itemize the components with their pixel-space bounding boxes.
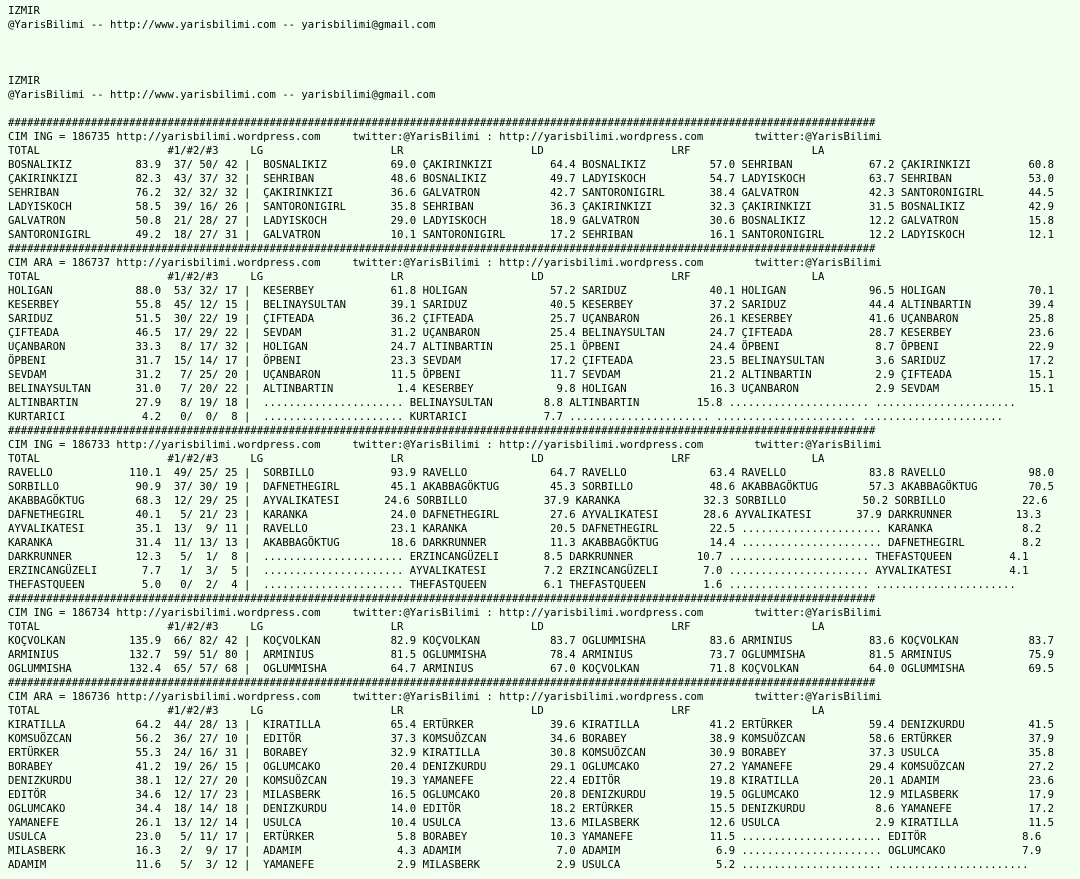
- header-contact: @YarisBilimi -- http://www.yarisbilimi.com -- yarisbilimi@gmail.com: [8, 19, 436, 31]
- table-row: KARANKA 31.4 11/ 13/ 13 | AKABBAGÖKTUG 18.6 DARKRUNNER 11.3 AKABBAGÖKTUG 14.4 ...................... DAFNETHEGIRL 8.2: [8, 537, 1042, 549]
- hash-separator: ########################################################################################################################################: [8, 593, 876, 605]
- table-row: ERTÜRKER 55.3 24/ 16/ 31 | BORABEY 32.9 KIRATILLA 30.8 KOMSUÖZCAN 30.9 BORABEY 37.3 USULCA 35.8: [8, 747, 1054, 759]
- race-title: CIM ARA = 186736 http://yarisbilimi.wordpress.com twitter:@YarisBilimi : http://yarisbilimi.wordpress.com twitter:@YarisBilimi: [8, 691, 882, 703]
- hash-separator: ########################################################################################################################################: [8, 425, 876, 437]
- column-header: TOTAL #1/#2/#3 LG LR LD LRF LA: [8, 621, 825, 633]
- column-header: TOTAL #1/#2/#3 LG LR LD LRF LA: [8, 453, 825, 465]
- spacer: [8, 102, 1078, 116]
- table-row: YAMANEFE 26.1 13/ 12/ 14 | USULCA 10.4 USULCA 13.6 MILASBERK 12.6 USULCA 2.9 KIRATILLA 11.5: [8, 817, 1054, 829]
- table-row: KESERBEY 55.8 45/ 12/ 15 | BELINAYSULTAN 39.1 SARIDUZ 40.5 KESERBEY 37.2 SARIDUZ 44.4 ALTINBARTIN 39.4: [8, 299, 1054, 311]
- table-row: ÇAKIRINKIZI 82.3 43/ 37/ 32 | SEHRIBAN 48.6 BOSNALIKIZ 49.7 LADYISKOCH 54.7 LADYISKOCH 63.7 SEHRIBAN 53.0: [8, 173, 1054, 185]
- hash-separator: ########################################################################################################################################: [8, 243, 876, 255]
- table-row: SEHRIBAN 76.2 32/ 32/ 32 | ÇAKIRINKIZI 36.6 GALVATRON 42.7 SANTORONIGIRL 38.4 GALVATRON 42.3 SANTORONIGIRL 44.5: [8, 187, 1054, 199]
- race-blocks: [8, 116, 1078, 872]
- header-city: IZMIR: [8, 75, 40, 87]
- table-row: MILASBERK 16.3 2/ 9/ 17 | ADAMIM 4.3 ADAMIM 7.0 ADAMIM 6.9 ...................... OGLUMCAKO 7.9: [8, 845, 1042, 857]
- header-contact: @YarisBilimi -- http://www.yarisbilimi.com -- yarisbilimi@gmail.com: [8, 89, 436, 101]
- spacer: [8, 60, 1078, 74]
- table-row: KOMSUÖZCAN 56.2 36/ 27/ 10 | EDITÖR 37.3 KOMSUÖZCAN 34.6 BORABEY 38.9 KOMSUÖZCAN 58.6 ERTÜRKER 37.9: [8, 733, 1054, 745]
- table-row: BELINAYSULTAN 31.0 7/ 20/ 22 | ALTINBARTIN 1.4 KESERBEY 9.8 HOLIGAN 16.3 UÇANBARON 2.9 SEVDAM 15.1: [8, 383, 1054, 395]
- table-row: BOSNALIKIZ 83.9 37/ 50/ 42 | BOSNALIKIZ 69.0 ÇAKIRINKIZI 64.4 BOSNALIKIZ 57.0 SEHRIBAN 67.2 ÇAKIRINKIZI 60.8: [8, 159, 1054, 171]
- race-block: [8, 116, 1078, 242]
- hash-separator: ########################################################################################################################################: [8, 117, 876, 129]
- table-row: UÇANBARON 33.3 8/ 17/ 32 | HOLIGAN 24.7 ALTINBARTIN 25.1 ÖPBENI 24.4 ÖPBENI 8.7 ÖPBENI 22.9: [8, 341, 1054, 353]
- table-row: AYVALIKATESI 35.1 13/ 9/ 11 | RAVELLO 23.1 KARANKA 20.5 DAFNETHEGIRL 22.5 ...................... KARANKA 8.2: [8, 523, 1042, 535]
- spacer: [8, 46, 1078, 60]
- column-header: TOTAL #1/#2/#3 LG LR LD LRF LA: [8, 271, 825, 283]
- header-city: IZMIR: [8, 5, 40, 17]
- table-row: KIRATILLA 64.2 44/ 28/ 13 | KIRATILLA 65.4 ERTÜRKER 39.6 KIRATILLA 41.2 ERTÜRKER 59.4 DENIZKURDU 41.5: [8, 719, 1054, 731]
- table-row: BORABEY 41.2 19/ 26/ 15 | OGLUMCAKO 20.4 DENIZKURDU 29.1 OGLUMCAKO 27.2 YAMANEFE 29.4 KOMSUÖZCAN 27.2: [8, 761, 1054, 773]
- table-row: ALTINBARTIN 27.9 8/ 19/ 18 | ...................... BELINAYSULTAN 8.8 ALTINBARTIN 15.8 ...................... ......................: [8, 397, 1016, 409]
- table-row: SANTORONIGIRL 49.2 18/ 27/ 31 | GALVATRON 10.1 SANTORONIGIRL 17.2 SEHRIBAN 16.1 SANTORONIGIRL 12.2 LADYISKOCH 12.1: [8, 229, 1054, 241]
- document-body: [8, 4, 1078, 872]
- table-row: SORBILLO 90.9 37/ 30/ 19 | DAFNETHEGIRL 45.1 AKABBAGÖKTUG 45.3 SORBILLO 48.6 AKABBAGÖKTUG 57.3 AKABBAGÖKTUG 70.5: [8, 481, 1054, 493]
- column-header: TOTAL #1/#2/#3 LG LR LD LRF LA: [8, 145, 825, 157]
- table-row: ARMINIUS 132.7 59/ 51/ 80 | ARMINIUS 81.5 OGLUMMISHA 78.4 ARMINIUS 73.7 OGLUMMISHA 81.5 ARMINIUS 75.9: [8, 649, 1054, 661]
- table-row: OGLUMMISHA 132.4 65/ 57/ 68 | OGLUMMISHA 64.7 ARMINIUS 67.0 KOÇVOLKAN 71.8 KOÇVOLKAN 64.0 OGLUMMISHA 69.5: [8, 663, 1054, 675]
- hash-separator: ########################################################################################################################################: [8, 677, 876, 689]
- table-row: SARIDUZ 51.5 30/ 22/ 19 | ÇIFTEADA 36.2 ÇIFTEADA 25.7 UÇANBARON 26.1 KESERBEY 41.6 UÇANBARON 25.8: [8, 313, 1054, 325]
- column-header: TOTAL #1/#2/#3 LG LR LD LRF LA: [8, 705, 825, 717]
- table-row: DAFNETHEGIRL 40.1 5/ 21/ 23 | KARANKA 24.0 DAFNETHEGIRL 27.6 AYVALIKATESI 28.6 AYVALIKATESI 37.9 DARKRUNNER 13.3: [8, 509, 1042, 521]
- table-row: EDITÖR 34.6 12/ 17/ 23 | MILASBERK 16.5 OGLUMCAKO 20.8 DENIZKURDU 19.5 OGLUMCAKO 12.9 MILASBERK 17.9: [8, 789, 1054, 801]
- race-title: CIM ARA = 186737 http://yarisbilimi.wordpress.com twitter:@YarisBilimi : http://yarisbilimi.wordpress.com twitter:@YarisBilimi: [8, 257, 882, 269]
- race-title: CIM ING = 186734 http://yarisbilimi.wordpress.com twitter:@YarisBilimi : http://yarisbilimi.wordpress.com twitter:@YarisBilimi: [8, 607, 882, 619]
- race-block: [8, 676, 1078, 872]
- table-row: SEVDAM 31.2 7/ 25/ 20 | UÇANBARON 11.5 ÖPBENI 11.7 SEVDAM 21.2 ALTINBARTIN 2.9 ÇIFTEADA 15.1: [8, 369, 1054, 381]
- table-row: AKABBAGÖKTUG 68.3 12/ 29/ 25 | AYVALIKATESI 24.6 SORBILLO 37.9 KARANKA 32.3 SORBILLO 50.2 SORBILLO 22.6: [8, 495, 1048, 507]
- table-row: GALVATRON 50.8 21/ 28/ 27 | LADYISKOCH 29.0 LADYISKOCH 18.9 GALVATRON 30.6 BOSNALIKIZ 12.2 GALVATRON 15.8: [8, 215, 1054, 227]
- table-row: OGLUMCAKO 34.4 18/ 14/ 18 | DENIZKURDU 14.0 EDITÖR 18.2 ERTÜRKER 15.5 DENIZKURDU 8.6 YAMANEFE 17.2: [8, 803, 1054, 815]
- table-row: KOÇVOLKAN 135.9 66/ 82/ 42 | KOÇVOLKAN 82.9 KOÇVOLKAN 83.7 OGLUMMISHA 83.6 ARMINIUS 83.6 KOÇVOLKAN 83.7: [8, 635, 1054, 647]
- race-block: [8, 592, 1078, 676]
- table-row: DARKRUNNER 12.3 5/ 1/ 8 | ...................... ERZINCANGÜZELI 8.5 DARKRUNNER 10.7 ...................... THEFASTQUEEN 4.1: [8, 551, 1029, 563]
- table-row: ÇIFTEADA 46.5 17/ 29/ 22 | SEVDAM 31.2 UÇANBARON 25.4 BELINAYSULTAN 24.7 ÇIFTEADA 28.7 KESERBEY 23.6: [8, 327, 1054, 339]
- table-row: THEFASTQUEEN 5.0 0/ 2/ 4 | ...................... THEFASTQUEEN 6.1 THEFASTQUEEN 1.6 ...................... ......................: [8, 579, 1016, 591]
- table-row: ERZINCANGÜZELI 7.7 1/ 3/ 5 | ...................... AYVALIKATESI 7.2 ERZINCANGÜZELI 7.0 ...................... AYVALIKATESI 4.1: [8, 565, 1029, 577]
- race-block: [8, 242, 1078, 424]
- table-row: LADYISKOCH 58.5 39/ 16/ 26 | SANTORONIGIRL 35.8 SEHRIBAN 36.3 ÇAKIRINKIZI 32.3 ÇAKIRINKIZI 31.5 BOSNALIKIZ 42.9: [8, 201, 1054, 213]
- race-title: CIM ING = 186733 http://yarisbilimi.wordpress.com twitter:@YarisBilimi : http://yarisbilimi.wordpress.com twitter:@YarisBilimi: [8, 439, 882, 451]
- table-row: RAVELLO 110.1 49/ 25/ 25 | SORBILLO 93.9 RAVELLO 64.7 RAVELLO 63.4 RAVELLO 83.8 RAVELLO 98.0: [8, 467, 1054, 479]
- race-title: CIM ING = 186735 http://yarisbilimi.wordpress.com twitter:@YarisBilimi : http://yarisbilimi.wordpress.com twitter:@YarisBilimi: [8, 131, 882, 143]
- table-row: DENIZKURDU 38.1 12/ 27/ 20 | KOMSUÖZCAN 19.3 YAMANEFE 22.4 EDITÖR 19.8 KIRATILLA 20.1 ADAMIM 23.6: [8, 775, 1054, 787]
- table-row: HOLIGAN 88.0 53/ 32/ 17 | KESERBEY 61.8 HOLIGAN 57.2 SARIDUZ 40.1 HOLIGAN 96.5 HOLIGAN 70.1: [8, 285, 1054, 297]
- spacer: [8, 32, 1078, 46]
- table-row: USULCA 23.0 5/ 11/ 17 | ERTÜRKER 5.8 BORABEY 10.3 YAMANEFE 11.5 ...................... EDITÖR 8.6: [8, 831, 1042, 843]
- race-block: [8, 424, 1078, 592]
- table-row: ADAMIM 11.6 5/ 3/ 12 | YAMANEFE 2.9 MILASBERK 2.9 USULCA 5.2 ...................... ......................: [8, 859, 1029, 871]
- table-row: ÖPBENI 31.7 15/ 14/ 17 | ÖPBENI 23.3 SEVDAM 17.2 ÇIFTEADA 23.5 BELINAYSULTAN 3.6 SARIDUZ 17.2: [8, 355, 1054, 367]
- table-row: KURTARICI 4.2 0/ 0/ 8 | ...................... KURTARICI 7.7 ...................... ...................... ......................: [8, 411, 1003, 423]
